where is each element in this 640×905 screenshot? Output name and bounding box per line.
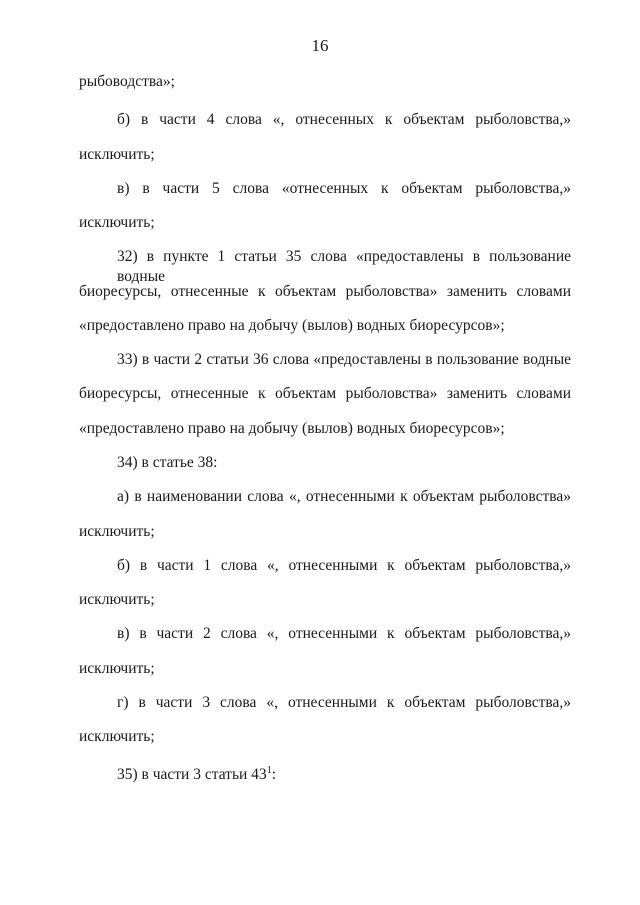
text-line: в) в части 2 слова «, отнесенными к объектам рыболовства,» xyxy=(117,625,571,642)
text-line: 33) в части 2 статьи 36 слова «предоставлены в пользование водные xyxy=(117,351,571,368)
text-line: 32) в пункте 1 статьи 35 слова «предоставлены в пользование водные xyxy=(117,248,571,285)
text-line: исключить; xyxy=(79,591,155,608)
text-line: исключить; xyxy=(79,214,155,231)
text-line: исключить; xyxy=(79,146,155,163)
text-line: биоресурсы, отнесенные к объектам рыболовства» заменить словами xyxy=(79,385,571,402)
text-line-article-43 xyxy=(117,765,276,785)
text-line-main: 35) в части 3 статьи 43 xyxy=(117,766,267,783)
text-line: а) в наименовании слова «, отнесенными к объектам рыболовства» xyxy=(117,488,571,505)
page-number: 16 xyxy=(311,36,329,55)
text-line: исключить; xyxy=(79,660,155,677)
text-line: «предоставлено право на добычу (вылов) водных биоресурсов»; xyxy=(79,317,505,334)
text-line: исключить; xyxy=(79,523,155,540)
text-line: рыбоводства»; xyxy=(79,73,175,90)
superscript: 1 xyxy=(266,764,272,776)
text-line: 34) в статье 38: xyxy=(117,454,218,471)
text-line: биоресурсы, отнесенные к объектам рыболовства» заменить словами xyxy=(79,283,571,300)
text-line: б) в части 4 слова «, отнесенных к объектам рыболовства,» xyxy=(117,111,571,128)
text-line: в) в части 5 слова «отнесенных к объектам рыболовства,» xyxy=(117,180,571,197)
text-line: г) в части 3 слова «, отнесенными к объектам рыболовства,» xyxy=(117,694,571,711)
text-line: исключить; xyxy=(79,728,155,745)
text-line: «предоставлено право на добычу (вылов) водных биоресурсов»; xyxy=(79,420,505,437)
text-line-suffix: : xyxy=(271,766,276,783)
text-line: б) в части 1 слова «, отнесенными к объектам рыболовства,» xyxy=(117,557,571,574)
